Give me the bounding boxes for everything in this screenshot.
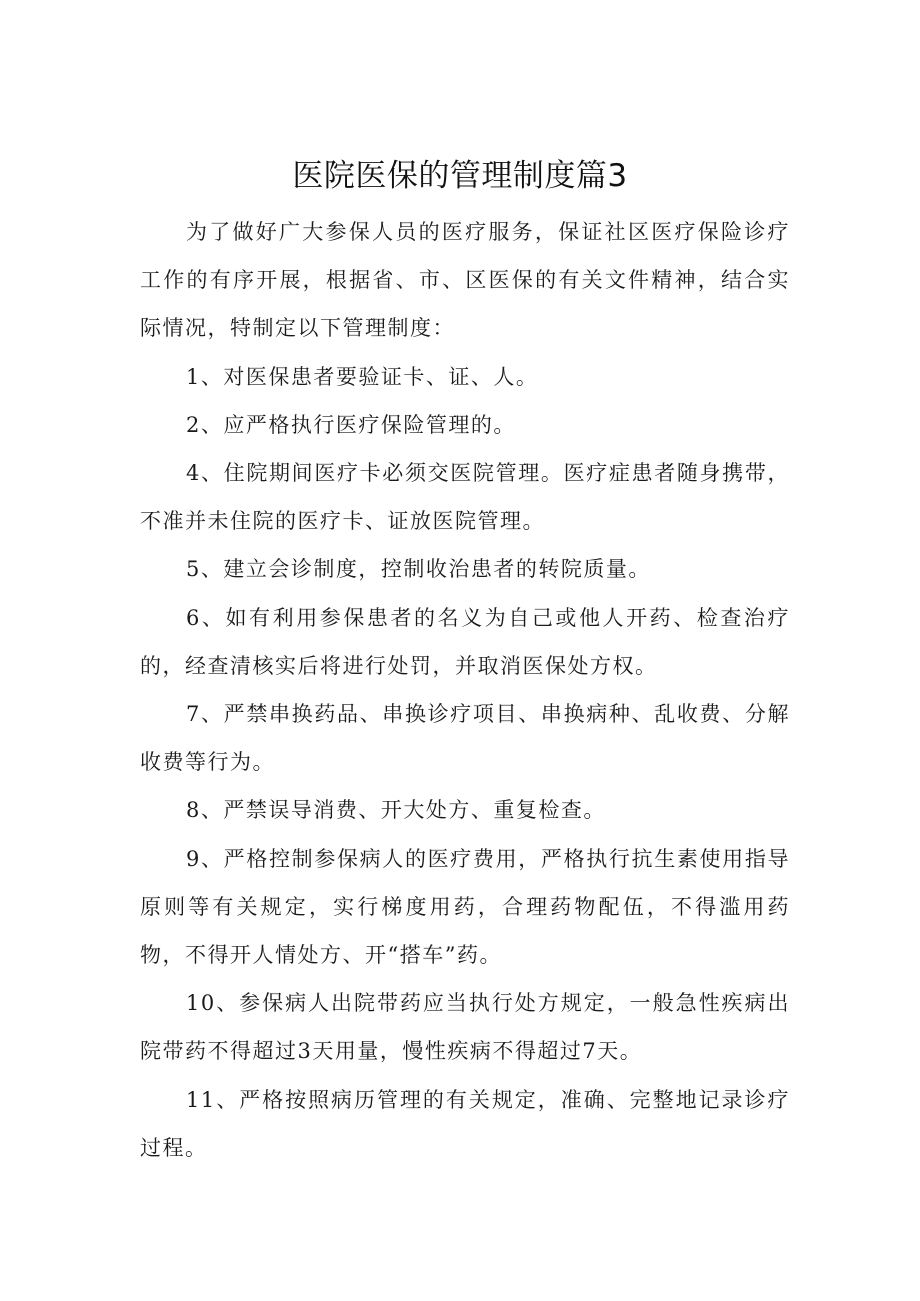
paragraph-item-9: 9、严格控制参保病人的医疗费用，严格执行抗生素使用指导原则等有关规定，实行梯度用药，合理药物配伍，不得滥用药物，不得开人情处方、开“搭车”药。: [140, 846, 790, 968]
paragraph-item-2: 2、应严格执行医疗保险管理的。: [186, 412, 516, 437]
paragraph-item-7: 7、严禁串换药品、串换诊疗项目、串换病种、乱收费、分解收费等行为。: [140, 702, 790, 775]
paragraph-intro: 为了做好广大参保人员的医疗服务，保证社区医疗保险诊疗工作的有序开展，根据省、市、区医保的有关文件精神，结合实际情况，特制定以下管理制度：: [140, 220, 790, 341]
paragraph-item-5: 5、建立会诊制度，控制收治患者的转院质量。: [186, 557, 651, 582]
paragraph-item-8: 8、严禁误导消费、开大处方、重复检查。: [186, 798, 606, 823]
document-body: [140, 208, 790, 1172]
paragraph-item-11: 11、严格按照病历管理的有关规定，准确、完整地记录诊疗过程。: [140, 1087, 790, 1160]
paragraph-item-1: 1、对医保患者要验证卡、证、人。: [186, 364, 539, 389]
paragraph-item-6: 6、如有利用参保患者的名义为自己或他人开药、检查治疗的，经查清核实后将进行处罚，并取消医保处方权。: [140, 605, 790, 678]
document-title: 医院医保的管理制度篇3: [292, 158, 628, 194]
paragraph-item-10: 10、参保病人出院带药应当执行处方规定，一般急性疾病出院带药不得超过3天用量，慢性疾病不得超过7天。: [140, 991, 790, 1064]
paragraph-item-4: 4、住院期间医疗卡必须交医院管理。医疗症患者随身携带，不准并未住院的医疗卡、证放医院管理。: [140, 461, 790, 534]
